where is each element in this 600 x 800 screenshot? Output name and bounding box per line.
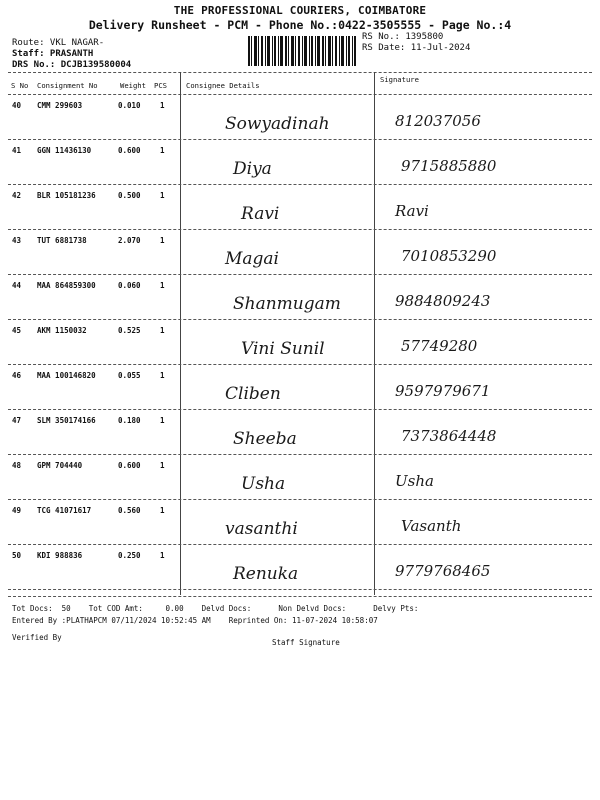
row-sno: 44	[12, 281, 22, 290]
row-weight: 0.060	[118, 281, 141, 290]
row-consignment-no: BLR 105181236	[37, 191, 96, 200]
row-pcs: 1	[160, 326, 165, 335]
row-consignment-no: GPM 704440	[37, 461, 83, 470]
row-sno: 48	[12, 461, 22, 470]
row-pcs: 1	[160, 236, 165, 245]
rs-number: RS No.: 1395800	[362, 32, 444, 42]
row-signature-handwritten: Usha	[395, 472, 434, 490]
column-header-consignment: Consignment No	[37, 81, 98, 90]
row-consignment-no: SLM 350174166	[37, 416, 96, 425]
row-separator	[8, 184, 592, 185]
row-separator	[8, 139, 592, 140]
row-pcs: 1	[160, 281, 165, 290]
row-sno: 47	[12, 416, 22, 425]
row-weight: 2.070	[118, 236, 141, 245]
row-sno: 42	[12, 191, 22, 200]
row-separator	[8, 409, 592, 410]
row-separator	[8, 274, 592, 275]
row-pcs: 1	[160, 371, 165, 380]
column-header-signature: Signature	[380, 75, 419, 84]
route-label: Route: VKL NAGAR-	[12, 38, 105, 48]
row-consignee-handwritten: Ravi	[241, 204, 280, 224]
rs-date: RS Date: 11-Jul-2024	[362, 43, 471, 53]
verified-by-label: Verified By	[12, 633, 62, 642]
footer-totals: Tot Docs: 50 Tot COD Amt: 0.00 Delvd Docs: Non Delvd Docs: Delvy Pts:	[12, 604, 419, 613]
row-pcs: 1	[160, 191, 165, 200]
column-header-sno: S No	[11, 81, 29, 90]
row-pcs: 1	[160, 101, 165, 110]
column-header-consignee: Consignee Details	[186, 81, 260, 90]
drs-label: DRS No.: DCJB139580004	[12, 60, 132, 70]
staff-signature-label: Staff Signature	[272, 638, 340, 647]
row-sno: 43	[12, 236, 22, 245]
row-signature-handwritten: Ravi	[395, 202, 429, 220]
row-weight: 0.600	[118, 461, 141, 470]
row-consignment-no: KDI 988836	[37, 551, 83, 560]
row-consignee-handwritten: Sowyadinah	[225, 114, 330, 134]
row-consignment-no: TCG 41071617	[37, 506, 92, 515]
row-separator	[8, 454, 592, 455]
row-pcs: 1	[160, 551, 165, 560]
row-signature-handwritten: 7373864448	[401, 427, 497, 445]
row-separator	[8, 544, 592, 545]
row-pcs: 1	[160, 461, 165, 470]
row-consignee-handwritten: Vini Sunil	[241, 339, 325, 359]
row-separator	[8, 499, 592, 500]
row-weight: 0.010	[118, 101, 141, 110]
row-consignee-handwritten: Renuka	[233, 564, 299, 584]
row-signature-handwritten: 9597979671	[395, 382, 491, 400]
row-separator	[8, 364, 592, 365]
row-separator	[8, 229, 592, 230]
row-weight: 0.500	[118, 191, 141, 200]
row-consignment-no: CMM 299603	[37, 101, 83, 110]
row-weight: 0.180	[118, 416, 141, 425]
staff-label: Staff: PRASANTH	[12, 49, 94, 59]
row-consignee-handwritten: Cliben	[225, 384, 281, 404]
barcode-image	[248, 36, 356, 66]
column-header-weight: Weight	[120, 81, 146, 90]
row-consignee-handwritten: Diya	[233, 159, 272, 179]
row-separator	[8, 589, 592, 590]
row-consignment-no: AKM 1150032	[37, 326, 87, 335]
row-pcs: 1	[160, 416, 165, 425]
row-consignee-handwritten: Magai	[225, 249, 279, 269]
row-consignment-no: TUT 6881738	[37, 236, 87, 245]
row-weight: 0.055	[118, 371, 141, 380]
row-weight: 0.600	[118, 146, 141, 155]
row-pcs: 1	[160, 506, 165, 515]
row-pcs: 1	[160, 146, 165, 155]
row-sno: 41	[12, 146, 22, 155]
row-sno: 49	[12, 506, 22, 515]
row-consignment-no: MAA 100146820	[37, 371, 96, 380]
row-consignee-handwritten: vasanthi	[225, 519, 298, 539]
row-consignee-handwritten: Usha	[241, 474, 286, 494]
row-signature-handwritten: 9715885880	[401, 157, 497, 175]
row-signature-handwritten: 9779768465	[395, 562, 491, 580]
row-consignment-no: MAA 864859300	[37, 281, 96, 290]
row-signature-handwritten: 7010853290	[401, 247, 497, 265]
row-consignment-no: GGN 11436130	[37, 146, 92, 155]
row-sno: 46	[12, 371, 22, 380]
row-consignee-handwritten: Sheeba	[233, 429, 297, 449]
row-signature-handwritten: 812037056	[395, 112, 481, 130]
row-sno: 50	[12, 551, 22, 560]
company-title: THE PROFESSIONAL COURIERS, COIMBATORE	[173, 4, 427, 17]
row-consignee-handwritten: Shanmugam	[233, 294, 341, 314]
row-signature-handwritten: 57749280	[401, 337, 478, 355]
footer-entered-by: Entered By :PLATHAPCM 07/11/2024 10:52:45 AM Reprinted On: 11-07-2024 10:58:07	[12, 616, 378, 625]
column-header-pcs: PCS	[154, 81, 167, 90]
row-signature-handwritten: Vasanth	[401, 517, 462, 535]
row-signature-handwritten: 9884809243	[395, 292, 491, 310]
row-separator	[8, 319, 592, 320]
row-sno: 45	[12, 326, 22, 335]
row-weight: 0.250	[118, 551, 141, 560]
row-weight: 0.560	[118, 506, 141, 515]
runsheet-subtitle: Delivery Runsheet - PCM - Phone No.:0422-3505555 - Page No.:4	[88, 18, 512, 32]
row-weight: 0.525	[118, 326, 141, 335]
row-sno: 40	[12, 101, 22, 110]
